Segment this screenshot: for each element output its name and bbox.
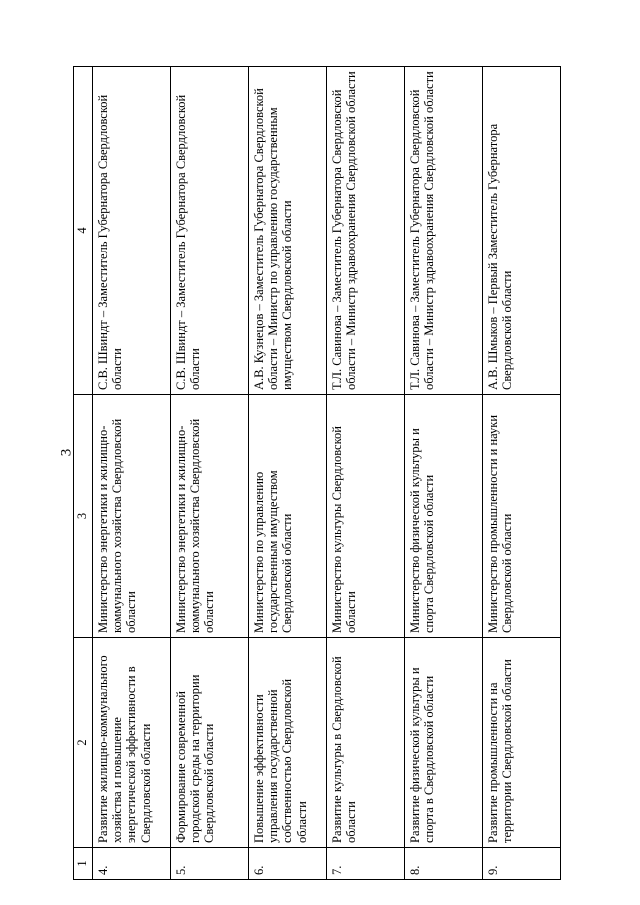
table-row xyxy=(327,67,405,880)
responsible-person: А.В. Шмыков – Первый Заместитель Губернатора Свердловской области xyxy=(483,67,561,395)
program-name: Развитие жилищно-коммунального хозяйства и повышение энергетической эффективности в Свердловской области xyxy=(93,638,171,848)
programs-table xyxy=(73,66,561,880)
executor-name: Министерство культуры Свердловской области xyxy=(327,395,405,638)
table-row xyxy=(93,67,171,880)
program-name: Развитие промышленности на территории Свердловской области xyxy=(483,638,561,848)
table-row xyxy=(171,67,249,880)
table-row xyxy=(483,67,561,880)
responsible-person: С.В. Швиндт – Заместитель Губернатора Свердловской области xyxy=(171,67,249,395)
row-number: 7. xyxy=(327,848,405,880)
header-cell-1: 1 xyxy=(74,848,93,880)
program-name: Развитие физической культуры и спорта в Свердловской области xyxy=(405,638,483,848)
table-row xyxy=(405,67,483,880)
row-number: 9. xyxy=(483,848,561,880)
rotated-table-container xyxy=(73,67,560,880)
responsible-person: Т.Л. Савинова – Заместитель Губернатора Свердловской области – Министр здравоохранения Свердловской области xyxy=(327,67,405,395)
row-number: 4. xyxy=(93,848,171,880)
header-cell-2: 2 xyxy=(74,638,93,848)
executor-name: Министерство энергетики и жилищно-коммунального хозяйства Свердловской области xyxy=(93,395,171,638)
table-header-row xyxy=(74,67,93,880)
row-number: 6. xyxy=(249,848,327,880)
executor-name: Министерство энергетики и жилищно-коммунального хозяйства Свердловской области xyxy=(171,395,249,638)
responsible-person: С.В. Швиндт – Заместитель Губернатора Свердловской области xyxy=(93,67,171,395)
responsible-person: А.В. Кузнецов – Заместитель Губернатора Свердловской области – Министр по управлению государственным имуществом Свердловской области xyxy=(249,67,327,395)
program-name: Формирование современной городской среды на территории Свердловской области xyxy=(171,638,249,848)
row-number: 5. xyxy=(171,848,249,880)
row-number: 8. xyxy=(405,848,483,880)
table-row xyxy=(249,67,327,880)
executor-name: Министерство промышленности и науки Свердловской области xyxy=(483,395,561,638)
header-cell-4: 4 xyxy=(74,67,93,395)
program-name: Повышение эффективности управления государственной собственностью Свердловской области xyxy=(249,638,327,848)
executor-name: Министерство физической культуры и спорта Свердловской области xyxy=(405,395,483,638)
program-name: Развитие культуры в Свердловской области xyxy=(327,638,405,848)
header-cell-3: 3 xyxy=(74,395,93,638)
executor-name: Министерство по управлению государственным имуществом Свердловской области xyxy=(249,395,327,638)
responsible-person: Т.Л. Савинова – Заместитель Губернатора Свердловской области – Министр здравоохранения Свердловской области xyxy=(405,67,483,395)
page-number: 3 xyxy=(58,448,75,457)
